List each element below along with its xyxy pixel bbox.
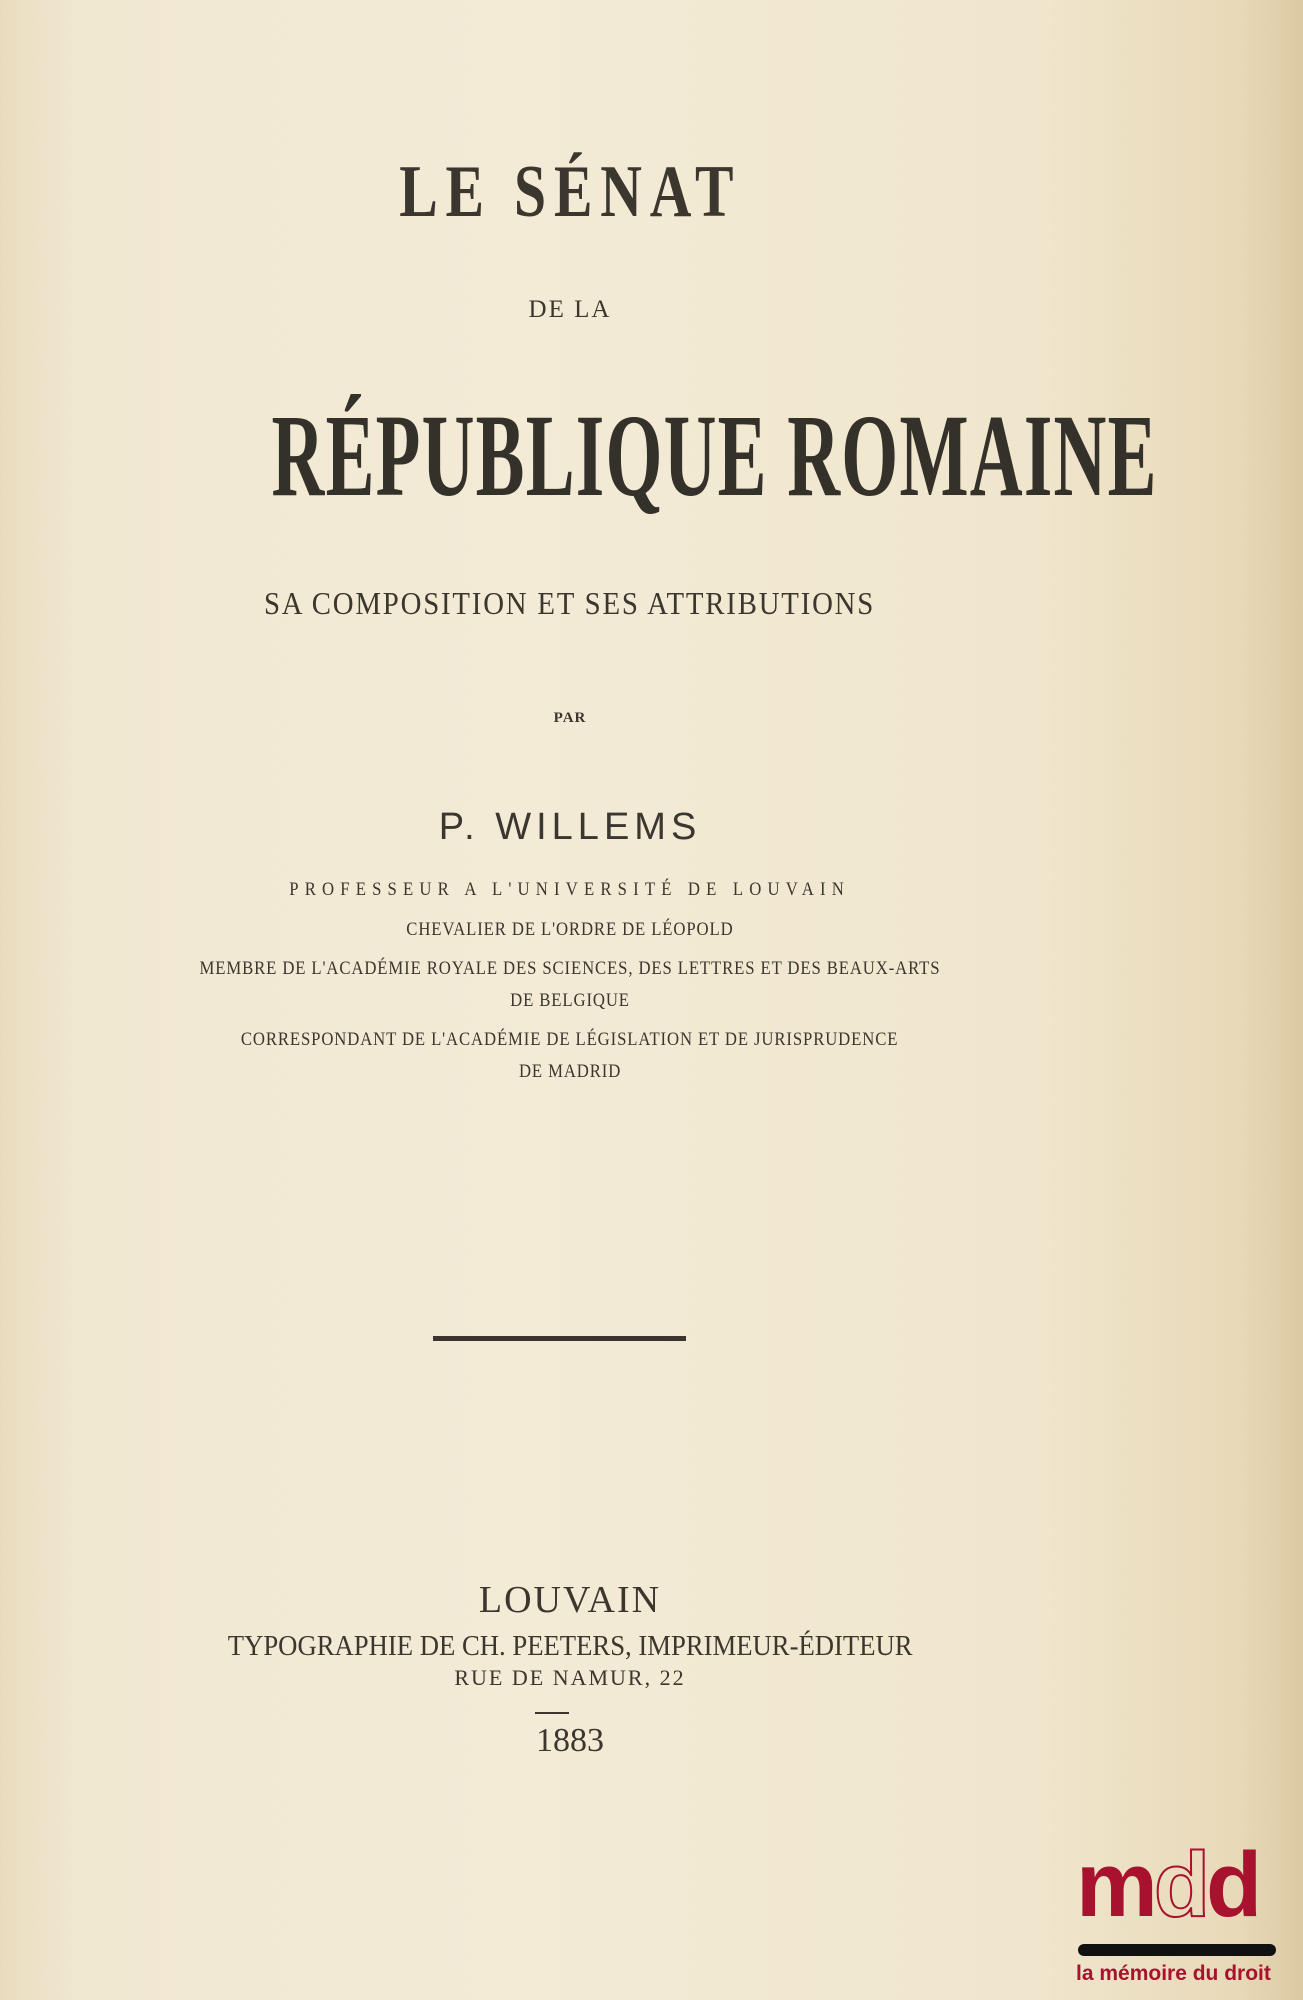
title-text: LE SÉNAT (398, 151, 742, 233)
title-line-3 (0, 388, 1158, 524)
author-title-text: DE BELGIQUE (510, 990, 630, 1011)
author-title-text: CORRESPONDANT DE L'ACADÉMIE DE LÉGISLATION ET DE JURISPRUDENCE (241, 1029, 899, 1050)
small-dash (535, 1712, 569, 1714)
author-title (0, 919, 1140, 941)
imprint-year-text: 1883 (536, 1722, 604, 1759)
author-name (0, 806, 1140, 849)
imprint-year (0, 1722, 1140, 1760)
imprint-printer-text: TYPOGRAPHIE DE CH. PEETERS, IMPRIMEUR-ÉDITEUR (227, 1630, 913, 1662)
author-title (0, 1061, 1140, 1083)
author-title-text: DE MADRID (518, 1061, 622, 1082)
author-title (0, 958, 1140, 980)
logo-bar (1078, 1944, 1276, 1956)
mdd-logo (1070, 1830, 1290, 1990)
author-title (0, 1029, 1140, 1051)
author-title-text: PROFESSEUR A L'UNIVERSITÉ DE LOUVAIN (289, 879, 851, 900)
title-line-2 (0, 296, 1140, 324)
imprint-city-text: LOUVAIN (478, 1579, 662, 1621)
author-text: P. WILLEMS (438, 806, 702, 848)
subtitle (0, 585, 1140, 622)
by-text: PAR (553, 710, 587, 726)
logo-letters: mdd (1076, 1834, 1259, 1936)
author-title (0, 990, 1140, 1012)
imprint-address (0, 1665, 1140, 1691)
logo-tagline: la mémoire du droit (1076, 1962, 1271, 1985)
title-text: RÉPUBLIQUE ROMAINE (271, 390, 1158, 521)
title-line-1 (0, 150, 1140, 235)
imprint-printer (0, 1630, 1140, 1663)
subtitle-text: SA COMPOSITION ET SES ATTRIBUTIONS (264, 585, 876, 621)
imprint-city (0, 1578, 1140, 1622)
author-title-text: CHEVALIER DE L'ORDRE DE LÉOPOLD (406, 919, 734, 940)
title-text: DE LA (528, 296, 612, 323)
divider-rule (433, 1336, 686, 1341)
author-title (0, 879, 1140, 901)
imprint-address-text: RUE DE NAMUR, 22 (454, 1665, 686, 1690)
author-title-text: MEMBRE DE L'ACADÉMIE ROYALE DES SCIENCES, DES LETTRES ET DES BEAUX-ARTS (199, 958, 941, 979)
by-label (0, 710, 1140, 727)
